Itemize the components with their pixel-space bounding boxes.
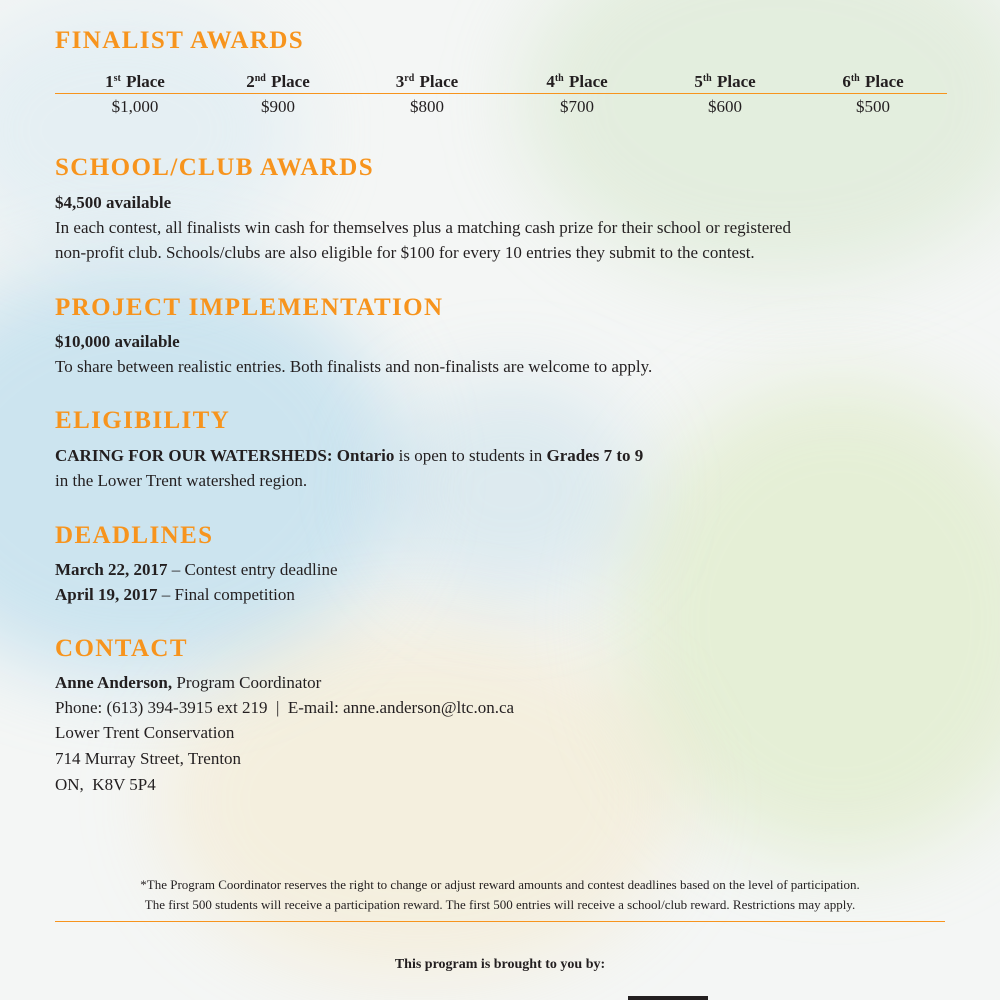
deadlines-heading: DEADLINES: [55, 522, 214, 549]
award-place-label: 1st Place: [105, 72, 165, 91]
deadline-item: March 22, 2017 – Contest entry deadline: [55, 560, 338, 579]
project-text: To share between realistic entries. Both finalists and non-finalists are welcome to apply.: [55, 357, 653, 376]
award-amount: $900: [261, 97, 295, 116]
school-club-available: $4,500 available: [55, 193, 172, 212]
project-implementation-heading: PROJECT IMPLEMENTATION: [55, 294, 444, 321]
award-place-label: 2nd Place: [246, 72, 310, 91]
contact-organization: Lower Trent Conservation: [55, 723, 235, 742]
school-club-text-line1: In each contest, all finalists win cash for themselves plus a matching cash prize for their school or registered: [55, 218, 791, 237]
award-column: [352, 66, 502, 122]
footnote-line2: The first 500 students will receive a participation reward. The first 500 entries will receive a school/club reward. Restrictions may apply.: [144, 897, 856, 912]
award-column: [798, 66, 948, 122]
award-place-label: 3rd Place: [395, 72, 459, 91]
award-amount: $800: [410, 97, 444, 116]
deadline-item: April 19, 2017 – Final competition: [55, 585, 295, 604]
sponsor-text: This program is brought to you by:: [394, 957, 606, 972]
contact-street: 714 Murray Street, Trenton: [55, 749, 242, 768]
contact-province-postal: ON, K8V 5P4: [55, 775, 156, 794]
award-column: [650, 66, 800, 122]
eligibility-line2: in the Lower Trent watershed region.: [55, 471, 308, 490]
contact-phone-email: Phone: (613) 394-3915 ext 219 | E-mail: anne.anderson@ltc.on.ca: [55, 698, 515, 717]
contact-heading: CONTACT: [55, 635, 188, 662]
award-column: [60, 66, 210, 122]
contact-name: Anne Anderson,: [55, 673, 173, 692]
award-place-label: 4th Place: [546, 72, 608, 91]
award-place-label: 6th Place: [842, 72, 904, 91]
school-club-text-line2: non-profit club. Schools/clubs are also eligible for $100 for every 10 entries they submit to the contest.: [55, 243, 755, 262]
finalist-awards-heading: FINALIST AWARDS: [55, 27, 305, 54]
award-amount: $700: [560, 97, 594, 116]
award-place-label: 5th Place: [694, 72, 756, 91]
award-amount: $500: [856, 97, 890, 116]
award-amount: $1,000: [111, 97, 159, 116]
eligibility-line1: CARING FOR OUR WATERSHEDS: Ontario is open to students in Grades 7 to 9: [55, 446, 644, 465]
deadline-date: March 22, 2017: [55, 560, 168, 579]
deadline-date: April 19, 2017: [55, 585, 158, 604]
school-club-heading: SCHOOL/CLUB AWARDS: [55, 154, 375, 181]
program-name: CARING FOR OUR WATERSHEDS: Ontario: [55, 446, 395, 465]
footnote-divider: [55, 921, 945, 922]
footnote-line1: *The Program Coordinator reserves the right to change or adjust reward amounts and contest deadlines based on the level of participation.: [140, 877, 860, 892]
grades-range: Grades 7 to 9: [546, 446, 644, 465]
award-amount: $600: [708, 97, 742, 116]
award-column: [502, 66, 652, 122]
eligibility-heading: ELIGIBILITY: [55, 407, 231, 434]
sponsor-logo: [628, 996, 708, 1000]
finalist-awards-table: [55, 66, 947, 126]
contact-name-line: Anne Anderson, Program Coordinator: [55, 673, 322, 692]
award-column: [203, 66, 353, 122]
project-available: $10,000 available: [55, 332, 180, 351]
